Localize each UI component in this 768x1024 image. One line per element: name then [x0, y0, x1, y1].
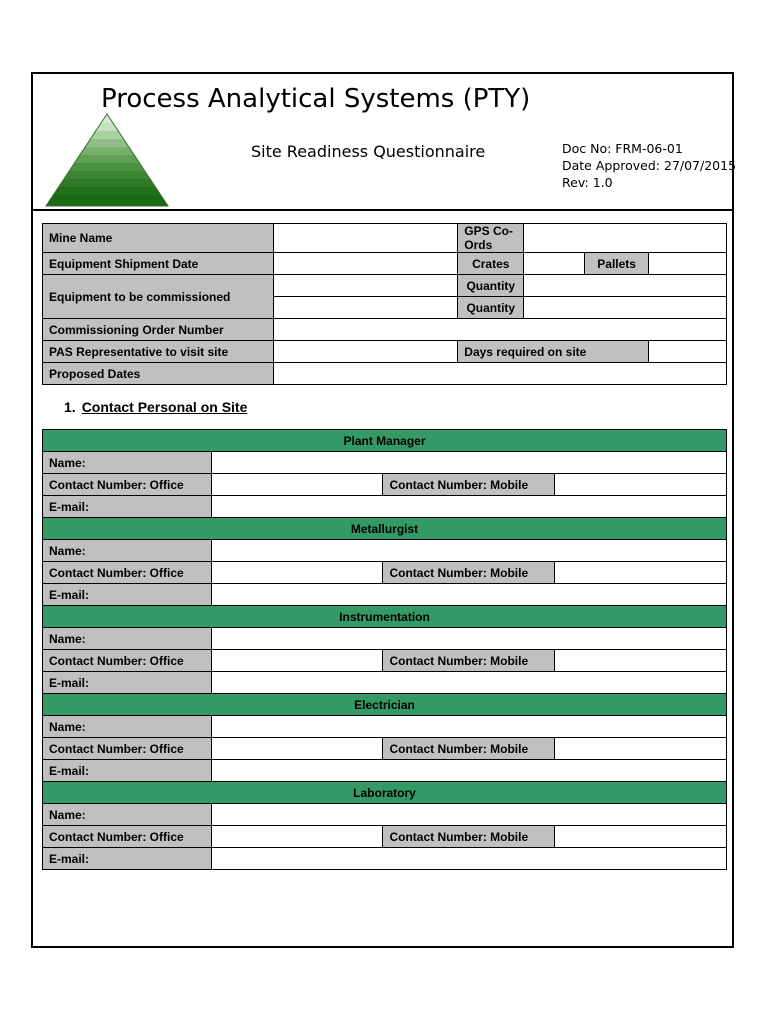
crates-field[interactable] [524, 253, 585, 275]
mobile-number-label: Contact Number: Mobile [383, 826, 555, 848]
section-header-plant-manager: Plant Manager [43, 430, 727, 452]
quantity-field-2[interactable] [524, 297, 727, 319]
header-divider [33, 209, 734, 211]
pas-rep-label: PAS Representative to visit site [43, 341, 274, 363]
email-label: E-mail: [43, 760, 212, 782]
office-number-label: Contact Number: Office [43, 826, 212, 848]
instrumentation-mobile-field[interactable] [555, 650, 727, 672]
instrumentation-email-field[interactable] [211, 672, 726, 694]
name-label: Name: [43, 804, 212, 826]
name-label: Name: [43, 716, 212, 738]
revision: Rev: 1.0 [562, 175, 613, 190]
section-header-electrician: Electrician [43, 694, 727, 716]
name-label: Name: [43, 540, 212, 562]
instrumentation-office-field[interactable] [211, 650, 383, 672]
electrician-name-field[interactable] [211, 716, 726, 738]
gps-field[interactable] [524, 224, 727, 253]
office-number-label: Contact Number: Office [43, 562, 212, 584]
metallurgist-mobile-field[interactable] [555, 562, 727, 584]
quantity-field-1[interactable] [524, 275, 727, 297]
site-details-table [42, 223, 727, 385]
plant-manager-name-field[interactable] [211, 452, 726, 474]
metallurgist-office-field[interactable] [211, 562, 383, 584]
metallurgist-email-field[interactable] [211, 584, 726, 606]
days-required-field[interactable] [649, 341, 727, 363]
office-number-label: Contact Number: Office [43, 650, 212, 672]
electrician-email-field[interactable] [211, 760, 726, 782]
order-number-field[interactable] [273, 319, 726, 341]
laboratory-mobile-field[interactable] [555, 826, 727, 848]
document-info [562, 140, 736, 191]
pas-rep-field[interactable] [273, 341, 458, 363]
section-header-instrumentation: Instrumentation [43, 606, 727, 628]
mine-name-label: Mine Name [43, 224, 274, 253]
name-label: Name: [43, 628, 212, 650]
laboratory-email-field[interactable] [211, 848, 726, 870]
shipment-date-label: Equipment Shipment Date [43, 253, 274, 275]
office-number-label: Contact Number: Office [43, 474, 212, 496]
equipment-field-2[interactable] [273, 297, 458, 319]
section-header-metallurgist: Metallurgist [43, 518, 727, 540]
plant-manager-mobile-field[interactable] [555, 474, 727, 496]
mobile-number-label: Contact Number: Mobile [383, 738, 555, 760]
plant-manager-office-field[interactable] [211, 474, 383, 496]
mobile-number-label: Contact Number: Mobile [383, 650, 555, 672]
email-label: E-mail: [43, 496, 212, 518]
contacts-table [42, 429, 727, 870]
instrumentation-name-field[interactable] [211, 628, 726, 650]
plant-manager-email-field[interactable] [211, 496, 726, 518]
equipment-field-1[interactable] [273, 275, 458, 297]
days-required-label: Days required on site [458, 341, 649, 363]
email-label: E-mail: [43, 672, 212, 694]
section-header-laboratory: Laboratory [43, 782, 727, 804]
metallurgist-name-field[interactable] [211, 540, 726, 562]
mine-name-field[interactable] [273, 224, 458, 253]
mobile-number-label: Contact Number: Mobile [383, 474, 555, 496]
order-number-label: Commissioning Order Number [43, 319, 274, 341]
section-number: 1. [64, 399, 76, 415]
doc-number: Doc No: FRM-06-01 [562, 141, 683, 156]
pyramid-logo-icon [44, 113, 170, 207]
proposed-dates-label: Proposed Dates [43, 363, 274, 385]
laboratory-name-field[interactable] [211, 804, 726, 826]
name-label: Name: [43, 452, 212, 474]
email-label: E-mail: [43, 584, 212, 606]
mobile-number-label: Contact Number: Mobile [383, 562, 555, 584]
equipment-label: Equipment to be commissioned [43, 275, 274, 319]
email-label: E-mail: [43, 848, 212, 870]
laboratory-office-field[interactable] [211, 826, 383, 848]
office-number-label: Contact Number: Office [43, 738, 212, 760]
electrician-office-field[interactable] [211, 738, 383, 760]
quantity-label-2: Quantity [458, 297, 524, 319]
shipment-date-field[interactable] [273, 253, 458, 275]
crates-label: Crates [458, 253, 524, 275]
proposed-dates-field[interactable] [273, 363, 726, 385]
pallets-label: Pallets [585, 253, 649, 275]
pallets-field[interactable] [649, 253, 727, 275]
contact-section-heading [64, 399, 247, 415]
form-title: Site Readiness Questionnaire [251, 142, 486, 161]
electrician-mobile-field[interactable] [555, 738, 727, 760]
section-title: Contact Personal on Site [81, 399, 248, 415]
date-approved: Date Approved: 27/07/2015 [562, 158, 737, 173]
company-title: Process Analytical Systems (PTY) [101, 84, 531, 114]
gps-label: GPS Co-Ords [458, 224, 524, 253]
quantity-label-1: Quantity [458, 275, 524, 297]
